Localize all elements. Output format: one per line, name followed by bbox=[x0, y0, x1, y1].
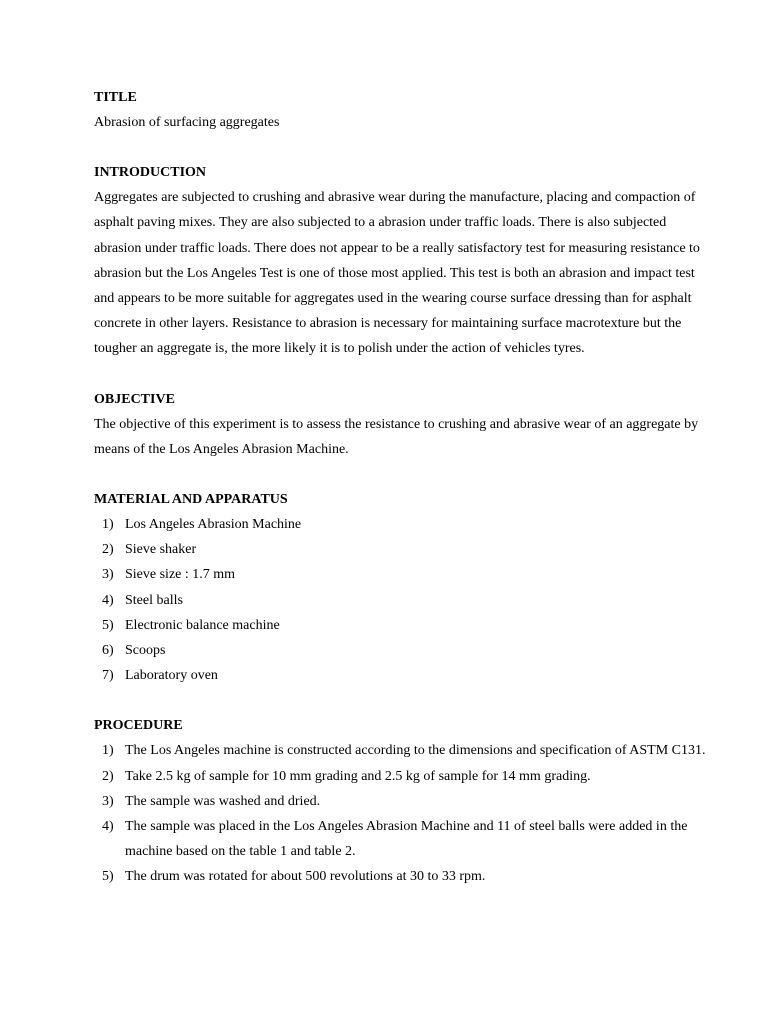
list-item bbox=[94, 537, 708, 562]
materials-heading: MATERIAL AND APPARATUS bbox=[94, 492, 288, 508]
list-item-text: The Los Angeles machine is constructed according to the dimensions and specification of ASTM C131. bbox=[125, 743, 706, 759]
list-number: 7) bbox=[102, 668, 114, 684]
list-item bbox=[94, 588, 708, 613]
list-item-text: Sieve shaker bbox=[125, 542, 197, 558]
list-number: 5) bbox=[102, 617, 114, 633]
list-item-text: Electronic balance machine bbox=[125, 617, 280, 633]
list-item-text: The drum was rotated for about 500 revolutions at 30 to 33 rpm. bbox=[125, 869, 486, 885]
list-number: 4) bbox=[102, 592, 114, 608]
list-item bbox=[94, 562, 708, 587]
list-item-text: The sample was placed in the Los Angeles Abrasion Machine and 11 of steel balls were added in the machine based on the table 1 and table 2. bbox=[125, 819, 688, 860]
list-number: 3) bbox=[102, 793, 114, 809]
objective-text: The objective of this experiment is to assess the resistance to crushing and abrasive wear of an aggregate by means of the Los Angeles Abrasion Machine. bbox=[94, 416, 699, 457]
list-item bbox=[94, 738, 708, 763]
title-text: Abrasion of surfacing aggregates bbox=[94, 115, 280, 130]
list-number: 1) bbox=[102, 743, 114, 759]
list-item-text: Take 2.5 kg of sample for 10 mm grading and 2.5 kg of sample for 14 mm grading. bbox=[125, 768, 591, 784]
objective-heading: OBJECTIVE bbox=[94, 391, 175, 407]
list-number: 2) bbox=[102, 542, 114, 558]
materials-section bbox=[94, 487, 708, 688]
list-number: 1) bbox=[102, 517, 114, 533]
list-item-text: Los Angeles Abrasion Machine bbox=[125, 517, 302, 533]
list-item bbox=[94, 764, 708, 789]
list-item bbox=[94, 512, 708, 537]
list-item-text: Sieve size : 1.7 mm bbox=[125, 567, 236, 583]
title-section bbox=[94, 85, 708, 135]
list-number: 4) bbox=[102, 819, 114, 835]
list-item bbox=[94, 638, 708, 663]
introduction-section bbox=[94, 160, 708, 361]
procedure-heading: PROCEDURE bbox=[94, 718, 183, 734]
list-item-text: Steel balls bbox=[125, 592, 183, 608]
list-item bbox=[94, 789, 708, 814]
list-item-text: The sample was washed and dried. bbox=[125, 793, 321, 809]
list-item bbox=[94, 814, 708, 864]
list-item-text: Scoops bbox=[125, 643, 166, 659]
list-number: 2) bbox=[102, 768, 114, 784]
introduction-heading: INTRODUCTION bbox=[94, 165, 207, 181]
list-item bbox=[94, 613, 708, 638]
list-item bbox=[94, 864, 708, 889]
objective-section bbox=[94, 387, 708, 462]
materials-list bbox=[94, 512, 708, 688]
title-heading: TITLE bbox=[94, 90, 137, 105]
list-item bbox=[94, 663, 708, 688]
list-number: 6) bbox=[102, 643, 114, 659]
procedure-list bbox=[94, 738, 708, 889]
list-number: 3) bbox=[102, 567, 114, 583]
procedure-section bbox=[94, 713, 708, 889]
list-item-text: Laboratory oven bbox=[125, 668, 218, 684]
introduction-text: Aggregates are subjected to crushing and abrasive wear during the manufacture, placing and compaction of asphalt paving mixes. They are also subjected to a abrasion under traffic loads. There is also subjected abrasion under traffic loads. There does not appear to be a really satisfactory test for measuring resistance to abrasion but the Los Angeles Test is one of those most applied. This test is both an abrasion and impact test and appears to be more suitable for aggregates used in the wearing course surface dressing than for asphalt concrete in other layers. Resistance to abrasion is necessary for maintaining surface macrotexture but the tougher an aggregate is, the more likely it is to polish under the action of vehicles tyres. bbox=[94, 190, 700, 357]
list-number: 5) bbox=[102, 869, 114, 885]
